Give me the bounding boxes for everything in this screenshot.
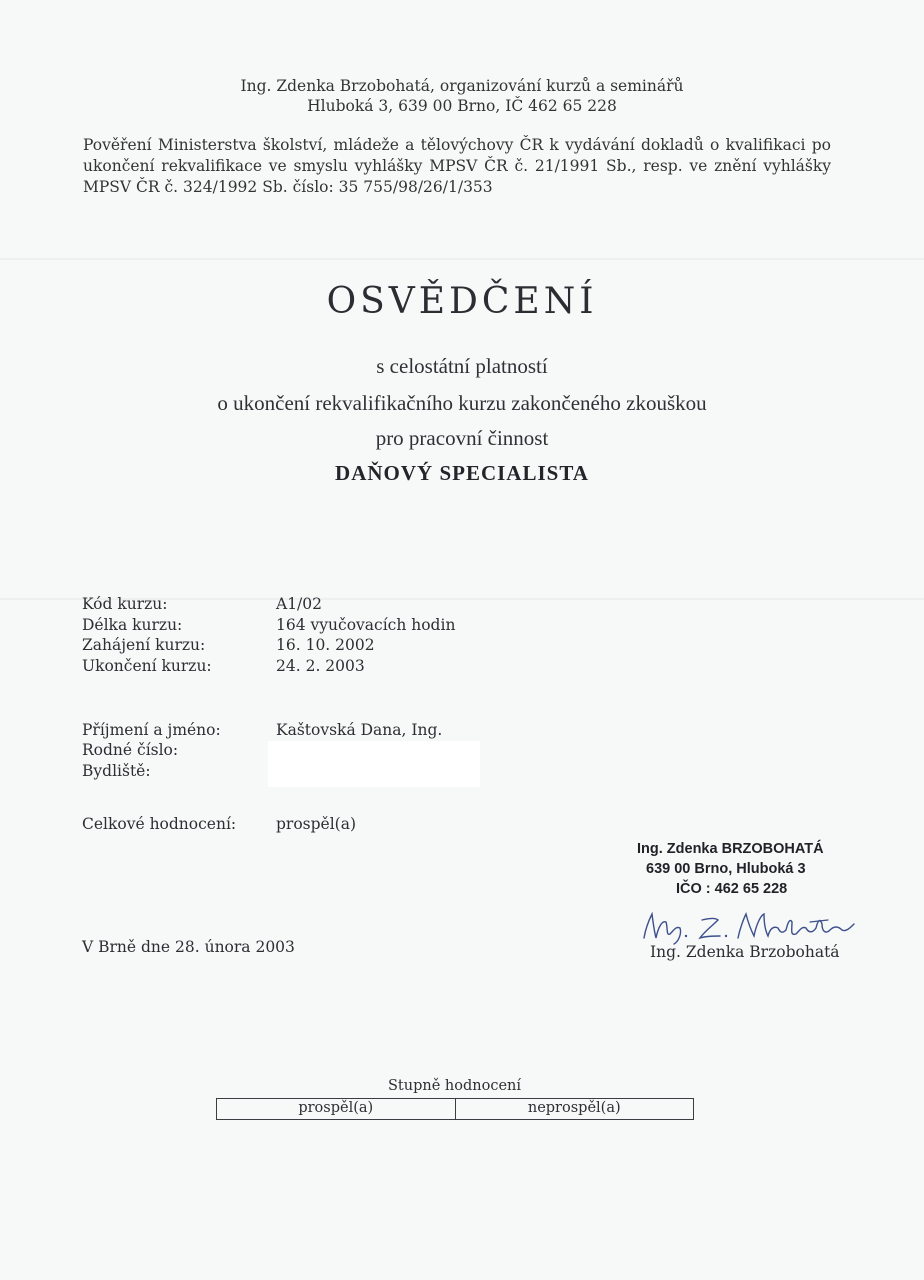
mandate-text: Pověření Ministerstva školství, mládeže a tělovýchovy ČR k vydávání dokladů o kvalifikaci po ukončení rekvalifikace ve smyslu vyhlášky MPSV ČR č. 21/1991 Sb., resp. ve znění vyhlášky MPSV ČR č. 324/1992 Sb. číslo: 35 755/98/26/1/353 xyxy=(83,136,831,196)
course-end-value: 24. 2. 2003 xyxy=(276,657,365,675)
address-label: Bydliště: xyxy=(82,762,151,780)
stamp-line-2: 639 00 Brno, Hluboká 3 xyxy=(646,861,806,877)
certificate-title: OSVĚDČENÍ xyxy=(326,281,598,322)
profession: DAŇOVÝ SPECIALISTA xyxy=(335,461,589,485)
birth-number-label: Rodné číslo: xyxy=(82,741,179,759)
stamp-line-3: IČO : 462 65 228 xyxy=(676,881,788,897)
person-name-label: Příjmení a jméno: xyxy=(82,721,221,739)
course-code-value: A1/02 xyxy=(276,595,323,613)
course-length-value: 164 vyučovacích hodin xyxy=(276,616,456,634)
course-start-label: Zahájení kurzu: xyxy=(82,636,206,654)
certificate-subtitle-3: pro pracovní činnost xyxy=(375,426,549,450)
redaction-box xyxy=(268,741,480,787)
signatory-name: Ing. Zdenka Brzobohatá xyxy=(650,943,840,961)
place-date: V Brně dne 28. února 2003 xyxy=(82,938,295,956)
person-name-value: Kaštovská Dana, Ing. xyxy=(276,721,443,739)
certificate-subtitle-1: s celostátní platností xyxy=(376,354,548,378)
certificate-subtitle-2: o ukončení rekvalifikačního kurzu zakončeného zkouškou xyxy=(217,391,707,415)
grade-pass: prospěl(a) xyxy=(298,1100,374,1116)
handwritten-signature xyxy=(640,908,860,946)
course-length-label: Délka kurzu: xyxy=(82,616,183,634)
stamp-line-1: Ing. Zdenka BRZOBOHATÁ xyxy=(637,841,824,857)
evaluation-label: Celkové hodnocení: xyxy=(82,815,237,833)
grade-fail: neprospěl(a) xyxy=(455,1099,694,1119)
grading-scale-table xyxy=(216,1098,694,1120)
issuer-line-2: Hluboká 3, 639 00 Brno, IČ 462 65 228 xyxy=(307,97,617,115)
paper-fold xyxy=(0,258,924,260)
course-start-value: 16. 10. 2002 xyxy=(276,636,375,654)
course-end-label: Ukončení kurzu: xyxy=(82,657,212,675)
grading-scale-title: Stupně hodnocení xyxy=(388,1078,522,1094)
evaluation-value: prospěl(a) xyxy=(276,815,357,833)
course-code-label: Kód kurzu: xyxy=(82,595,168,613)
issuer-line-1: Ing. Zdenka Brzobohatá, organizování kurzů a seminářů xyxy=(240,77,684,95)
